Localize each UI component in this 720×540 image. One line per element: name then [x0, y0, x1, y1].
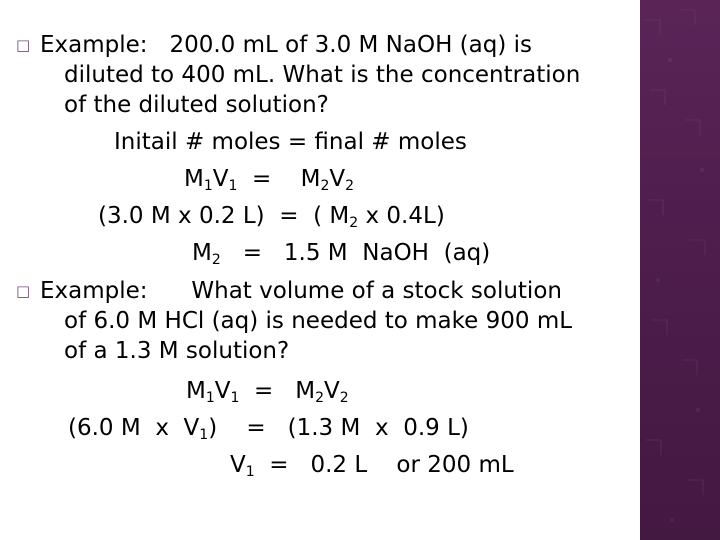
- symbol-m2: M: [300, 166, 321, 192]
- subscript-2: 2: [315, 390, 325, 406]
- subscript-1: 1: [228, 178, 238, 194]
- subscript-1: 1: [199, 427, 209, 443]
- side-bar-pattern: [640, 0, 720, 540]
- equation2-right: x 0.4L): [358, 203, 445, 229]
- example2-line3: of a 1.3 M solution?: [64, 338, 290, 364]
- decorative-side-bar: [640, 0, 720, 540]
- subscript-2: 2: [339, 390, 349, 406]
- example2-equation2: [68, 413, 469, 443]
- example2-line2: of 6.0 M HCl (aq) is needed to make 900 mL: [64, 308, 573, 334]
- subscript-1: 1: [230, 390, 240, 406]
- example1-line2: diluted to 400 mL. What is the concentration: [64, 62, 581, 88]
- example2-equation3: [230, 450, 514, 480]
- symbol-m1: M: [186, 378, 206, 404]
- example2-line1: Example: What volume of a stock solution: [40, 278, 562, 304]
- equals-sign: =: [239, 378, 296, 404]
- symbol-v1: V: [214, 378, 231, 404]
- example1-line3: of the diluted solution?: [64, 92, 329, 118]
- subscript-2: 2: [345, 178, 355, 194]
- symbol-v2: V: [324, 378, 340, 404]
- symbol-m2: M: [192, 240, 212, 266]
- equals-sign: =: [237, 166, 301, 192]
- subscript-2: 2: [349, 215, 359, 231]
- equation3-right: = 1.5 M NaOH (aq): [220, 240, 491, 266]
- subscript-1: 1: [205, 390, 215, 406]
- bullet-icon: □: [16, 36, 31, 54]
- example1-line1: Example: 200.0 mL of 3.0 M NaOH (aq) is: [40, 32, 533, 58]
- subscript-1: 1: [203, 178, 213, 194]
- equation3-right: = 0.2 L or 200 mL: [254, 452, 514, 478]
- example1-equation2: [98, 201, 445, 231]
- example2-equation1: [186, 376, 349, 406]
- subscript-2: 2: [320, 178, 330, 194]
- symbol-v1: V: [230, 452, 246, 478]
- symbol-m1: M: [184, 166, 204, 192]
- example1-line4: Initail # moles = final # moles: [114, 129, 467, 155]
- equation2-left: (6.0 M x V: [68, 415, 200, 441]
- equation2-right: ) = (1.3 M x 0.9 L): [208, 415, 469, 441]
- example1-equation3: [192, 238, 490, 268]
- example1-equation1: [184, 164, 354, 194]
- symbol-v1: V: [212, 166, 229, 192]
- symbol-v2: V: [329, 166, 346, 192]
- subscript-1: 1: [245, 464, 255, 480]
- symbol-m2: M: [295, 378, 316, 404]
- bullet-icon: □: [16, 282, 31, 300]
- equation2-left: (3.0 M x 0.2 L) = ( M: [98, 203, 350, 229]
- subscript-2: 2: [211, 252, 221, 268]
